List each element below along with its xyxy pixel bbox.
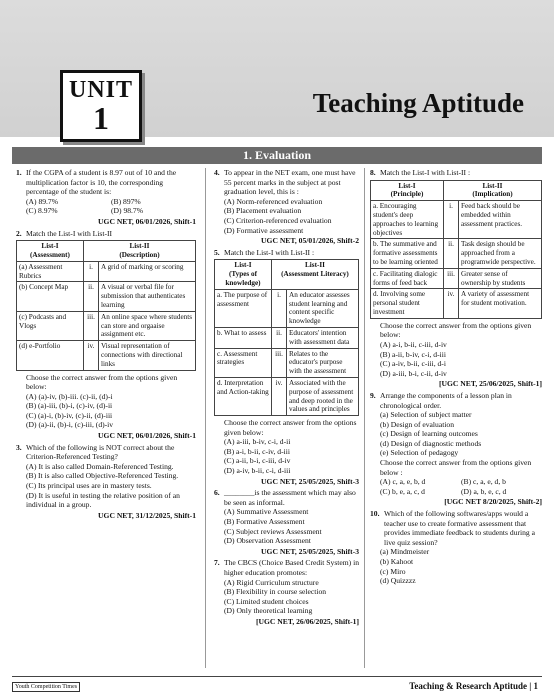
- option-d: (D) a, b, e, c, d: [461, 486, 507, 496]
- table-row: a. Encouraging student's deep approaches to learning objectives i. Feed back should be embedded within assessment practices.: [371, 201, 542, 239]
- option-a: (A) Norm-referenced evaluation: [224, 196, 323, 206]
- option-c: (C) a-iv, b-ii, c-iii, d-i: [380, 359, 446, 369]
- column-divider: [205, 168, 206, 668]
- question-source: [UGC NET, 26/06/2025, Shift-1]: [255, 616, 359, 626]
- option-d: (D) a-iii, b-i, c-ii, d-iv: [380, 368, 447, 378]
- list-item: (e) Selection of pedagogy: [380, 448, 459, 458]
- question-8: [370, 168, 542, 389]
- option-d: (D) a-iv, b-ii, c-i, d-iii: [224, 466, 291, 476]
- option-d: (D) Observation Assessment: [224, 536, 311, 546]
- question-source: UGC NET, 06/01/2026, Shift-1: [98, 216, 196, 226]
- match-table: [16, 240, 196, 370]
- table-header: List-II (Assessment Literacy): [272, 260, 359, 289]
- question-text: If the CGPA of a student is 8.97 out of 10 and the multiplication factor is 10, the corresponding percentage of the student is:: [26, 168, 177, 197]
- question-3: [16, 443, 196, 521]
- option-b: (B) a-ii, b-iv, c-i, d-iii: [380, 349, 446, 359]
- table-header: List-I (Types of knowledge): [215, 260, 272, 289]
- option-c: (C) (a)-i, (b)-iv, (c)-ii, (d)-iii: [26, 410, 113, 420]
- list-item: (b) Design of evaluation: [380, 419, 455, 429]
- question-text: The CBCS (Choice Based Credit System) in higher education promotes:: [224, 558, 359, 577]
- option-d: (D) Formative assessment: [224, 225, 304, 235]
- question-text: Which of the following softwares/apps would a teacher use to create formative assessment that provides immediate feedback to students during a live quiz session?: [384, 509, 535, 547]
- option-b: (B) Placement evaluation: [224, 206, 302, 216]
- question-5: [214, 248, 359, 487]
- page-footer: [12, 676, 542, 697]
- option-a: (A) It is also called Domain-Referenced Testing.: [26, 461, 174, 471]
- publisher-logo: Youth Competition Times: [12, 682, 80, 692]
- question-source: [UGC NET, 25/06/2025, Shift-1]: [438, 379, 542, 389]
- question-6: [214, 488, 359, 556]
- option-b: (B) Formative Assessment: [224, 517, 305, 527]
- option-c: (C) Subject reviews Assessment: [224, 526, 322, 536]
- question-number: 8.: [370, 168, 376, 177]
- unit-number: 1: [93, 100, 109, 136]
- question-4: [214, 168, 359, 246]
- unit-badge: [60, 70, 142, 142]
- question-source: UGC NET, 25/05/2025, Shift-3: [261, 546, 359, 556]
- question-9: [370, 391, 542, 507]
- option-b: (B) (a)-iii, (b)-i, (c)-iv, (d)-ii: [26, 401, 113, 411]
- question-source: UGC NET, 31/12/2025, Shift-1: [98, 510, 196, 520]
- option-b: (B) c, a, e, d, b: [461, 477, 506, 487]
- table-row: (c) Podcasts and Vlogs iii. An online space where students can store and orgaaise assignment etc.: [17, 311, 196, 340]
- chapter-header: [0, 0, 554, 137]
- table-row: d. Interpretation and Action-taking iv. Associated with the purpose of assessment and deep rooted in the values and principles: [215, 377, 359, 415]
- option-a: (A) c, a, e, b, d: [380, 477, 426, 487]
- table-row: b. What to assess ii. Educators' intention with assessment data: [215, 327, 359, 348]
- question-text: Which of the following is NOT correct about the Criterion-Referenced Testing?: [26, 442, 175, 462]
- list-item: (a) Mindmeister: [380, 547, 430, 557]
- option-d: (D) Only theoretical learning: [224, 606, 313, 616]
- question-text: ________is the assessment which may also be seen as informal.: [224, 488, 356, 507]
- list-item: (b) Kahoot: [380, 557, 414, 566]
- unit-word: UNIT: [68, 77, 133, 103]
- question-number: 2.: [16, 228, 22, 238]
- option-b: (B) It is also called Objective-Referenced Testing.: [26, 471, 179, 481]
- question-number: 1.: [16, 168, 22, 177]
- question-number: 6.: [214, 488, 220, 498]
- question-text: Match the List-I with List-II: [26, 228, 113, 238]
- table-row: (d) e-Portfolio iv. Visual representation of connections with directional links: [17, 341, 196, 370]
- question-10: [370, 509, 542, 586]
- question-7: [214, 558, 359, 626]
- list-item: (c) Design of learning outcomes: [380, 429, 478, 439]
- footer-page-label: Teaching & Research Aptitude | 1: [409, 681, 538, 691]
- option-c: (C) a-ii, b-i, c-iii, d-iv: [224, 456, 291, 466]
- question-2: [16, 229, 196, 441]
- column-2: [214, 168, 359, 629]
- question-number: 4.: [214, 168, 220, 177]
- chapter-title: Teaching Aptitude: [312, 88, 524, 118]
- option-a: (A) 89.7%: [26, 196, 59, 206]
- option-d: (D) (a)-ii, (b)-i, (c)-iii, (d)-iv: [26, 420, 114, 430]
- table-header: List-I (Principle): [371, 180, 444, 201]
- question-number: 5.: [214, 247, 220, 257]
- list-item: (a) Selection of subject matter: [380, 410, 472, 420]
- question-text: To appear in the NET exam, one must have 55 percent marks in the subject at post graduation level, this is :: [224, 168, 356, 197]
- instruction: Choose the correct answer from the options given below:: [380, 320, 532, 340]
- question-source: UGC NET, 25/05/2025, Shift-3: [261, 476, 359, 486]
- option-b: (B) 897%: [111, 196, 141, 206]
- question-source: UGC NET, 05/01/2026, Shift-2: [261, 236, 359, 246]
- option-a: (A) Rigid Curriculum structure: [224, 577, 319, 587]
- list-item: (d) Design of diagnostic methods: [380, 438, 482, 448]
- match-table: [370, 180, 542, 319]
- column-1: [16, 168, 196, 522]
- option-c: (C) Limited student choices: [224, 596, 309, 606]
- table-row: b. The summative and formative assessments to be learning oriented ii. Task design should be approached from a programwide perspective.: [371, 239, 542, 268]
- option-a: (A) Summative Assessment: [224, 507, 309, 517]
- instruction: Choose the correct answer from the options given below:: [224, 418, 357, 437]
- table-row: c. Assessment strategies iii. Relates to the educator's purpose with the assessment: [215, 348, 359, 377]
- option-c: (C) b, e, a, c, d: [380, 486, 425, 496]
- option-c: (C) Its principal uses are in mastery tests.: [26, 481, 152, 491]
- list-item: (d) Quizzzz: [380, 576, 416, 586]
- instruction: Choose the correct answer from the options given below:: [26, 372, 178, 392]
- option-d: (D) It is useful in testing the relative position of an individual in a group.: [26, 490, 180, 510]
- question-text: Match the List-I with List-II :: [380, 168, 471, 177]
- column-divider: [364, 168, 365, 668]
- question-number: 10.: [370, 509, 380, 519]
- table-row: (a) Assessment Rubrics i. A grid of marking or scoring: [17, 261, 196, 282]
- option-b: (B) Flexibility in course selection: [224, 587, 327, 597]
- question-source: UGC NET, 06/01/2026, Shift-1: [98, 431, 196, 441]
- question-number: 9.: [370, 390, 376, 400]
- option-b: (B) a-i, b-ii, c-iv, d-iii: [224, 446, 290, 456]
- question-text: Match the List-I with List-II :: [224, 247, 315, 257]
- option-a: (A) a-iii, b-iv, c-i, d-ii: [224, 437, 291, 447]
- instruction: Choose the correct answer from the options given below :: [380, 458, 532, 477]
- question-text: Arrange the components of a lesson plan in chronological order.: [380, 390, 512, 410]
- question-number: 3.: [16, 442, 22, 452]
- list-item: (c) Miro: [380, 566, 406, 576]
- option-c: (C) Criterion-referenced evaluation: [224, 215, 332, 225]
- table-row: c. Facilitating dialogic forms of feed back iii. Greater sense of ownership by students: [371, 268, 542, 289]
- table-row: a. The purpose of assessment i. An educator assesses student learning and content specific knowledge: [215, 289, 359, 327]
- match-table: [214, 259, 359, 416]
- option-a: (A) (a)-iv, (b)-iii. (c)-ii, (d)-i: [26, 391, 113, 401]
- section-title: 1. Evaluation: [12, 147, 542, 164]
- question-source: [UGC NET 8/20/2025, Shift-2]: [444, 497, 542, 507]
- table-header: List-I (Assessment): [17, 241, 84, 262]
- table-header: List-II (Description): [84, 241, 196, 262]
- question-1: [16, 168, 196, 227]
- table-row: d. Involving some personal student investment iv. A variety of assessment for student motivation.: [371, 289, 542, 318]
- option-d: (D) 98.7%: [111, 206, 144, 216]
- table-row: (b) Concept Map ii. A visual or verbal file for submission that authenticates learning: [17, 282, 196, 311]
- option-a: (A) a-i, b-ii, c-iii, d-iv: [380, 339, 447, 349]
- question-number: 7.: [214, 558, 220, 568]
- option-c: (C) 8.97%: [26, 206, 58, 216]
- column-3: [370, 168, 542, 587]
- table-header: List-II (Implication): [444, 180, 542, 201]
